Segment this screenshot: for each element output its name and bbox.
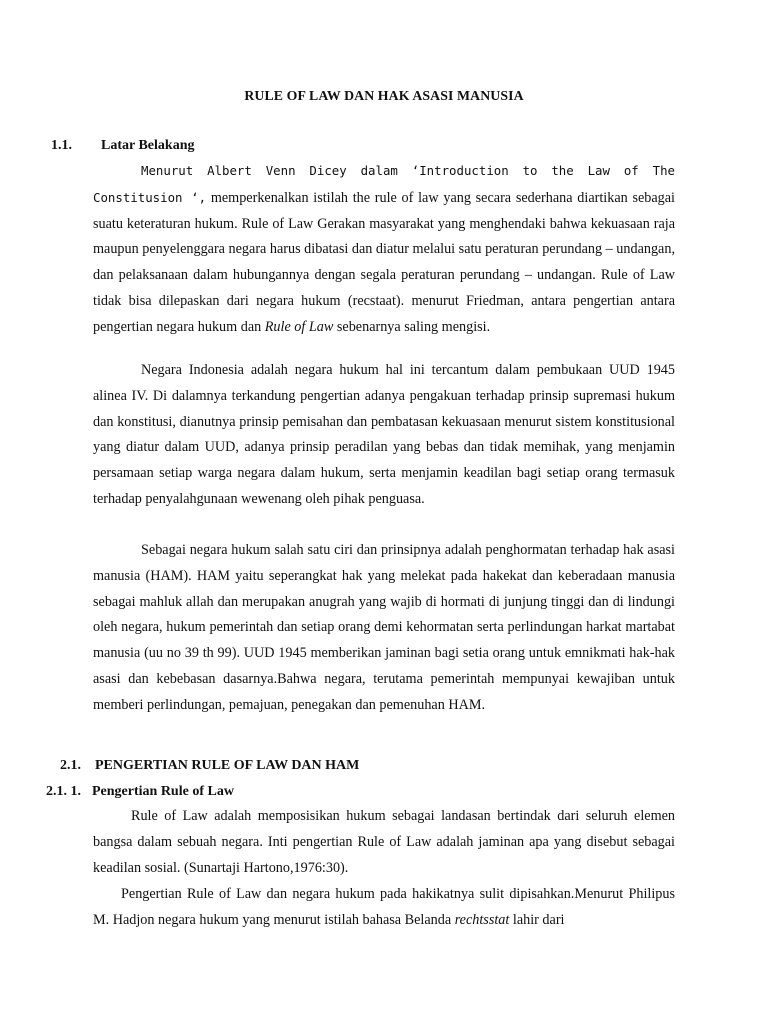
document-title: RULE OF LAW DAN HAK ASASI MANUSIA bbox=[244, 88, 524, 103]
paragraph-negara-indonesia: Negara Indonesia adalah negara hukum hal ini tercantum dalam pembukaan UUD 1945 alinea IV. Di dalamnya terkandung pengertian adanya pengakuan terhadap prinsip supremasi hukum dan konstitusi, dianutnya prinsip pemisahan dan pembatasan kekuasaan menurut sistem konstitusional yang diatur dalam UUD, adanya prinsip peradilan yang bebas dan tidak memihak, yang menjamin persamaan setiap warga negara dalam hukum, serta menjamin keadilan bagi setiap orang termasuk terhadap penyalahgunaan wewenang oleh pihak penguasa. bbox=[93, 362, 675, 507]
section-2-1-heading bbox=[60, 758, 359, 774]
section-title: Pengertian Rule of Law bbox=[92, 784, 234, 799]
section-title: PENGERTIAN RULE OF LAW DAN HAM bbox=[95, 758, 360, 773]
paragraph-ham: Sebagai negara hukum salah satu ciri dan prinsipnya adalah penghormatan terhadap hak asasi manusia (HAM). HAM yaitu seperangkat hak yang melekat pada hakekat dan keberadaan manusia sebagai mahluk allah dan merupakan anugrah yang wajib di hormati di junjung tinggi dan di lindungi oleh negara, hukum pemerintah dan setiap orang demi kehormatan serta perlindungan harkat martabat manusia (uu no 39 th 99). UUD 1945 memberikan jaminan bagi setia orang untuk emnikmati hak-hak asasi dan kebebasan dasarnya.Bahwa negara, terutama pemerintah mempunyai kewajiban untuk memberi perlindungan, pemajuan, penegakan dan pemenuhan HAM. bbox=[93, 542, 675, 713]
paragraph-dicey bbox=[93, 158, 675, 341]
section-title: Latar Belakang bbox=[101, 138, 195, 153]
section-1-1-heading bbox=[51, 138, 194, 154]
section-number: 2.1. 1. bbox=[46, 784, 81, 799]
paragraph-lead-text: Menurut Albert Venn Dicey dalam ‘Introduction to the Law of The Constitusion ‘, bbox=[93, 163, 675, 205]
paragraph-text: lahir dari bbox=[512, 911, 565, 928]
italic-term: Rule of Law bbox=[264, 318, 334, 335]
section-2-1-1-heading bbox=[46, 784, 234, 800]
section-number: 2.1. bbox=[60, 758, 81, 773]
italic-term: rechtsstat bbox=[454, 911, 510, 928]
paragraph-text: sebenarnya saling mengisi. bbox=[336, 318, 491, 335]
paragraph-text: memperkenalkan istilah the rule of law yang secara sederhana diartikan sebagai suatu keteraturan hukum. Rule of Law Gerakan masyarakat yang menghendaki bahwa kekuasaan raja maupun penyelenggara negara harus dibatasi dan diatur melalui satu peraturan perundang – undangan, dan pelaksanaan dalam hubungannya dengan segala peraturan perundang – undangan. Rule of Law tidak bisa dilepaskan dari negara hukum (recstaat). menurut Friedman, antara pengertian antara pengertian negara hukum dan bbox=[93, 189, 675, 335]
paragraph-rule-of-law-definition: Rule of Law adalah memposisikan hukum sebagai landasan bertindak dari seluruh elemen bangsa dalam sebuah negara. Inti pengertian Rule of Law adalah jaminan apa yang disebut sebagai keadilan sosial. (Sunartaji Hartono,1976:30). bbox=[93, 808, 675, 876]
section-number: 1.1. bbox=[51, 138, 72, 153]
paragraph-text: Pengertian Rule of Law dan negara hukum pada hakikatnya sulit dipisahkan.Menurut Philipus M. Hadjon negara hukum yang menurut istilah bahasa Belanda bbox=[93, 886, 675, 928]
paragraph-hadjon bbox=[93, 882, 675, 934]
